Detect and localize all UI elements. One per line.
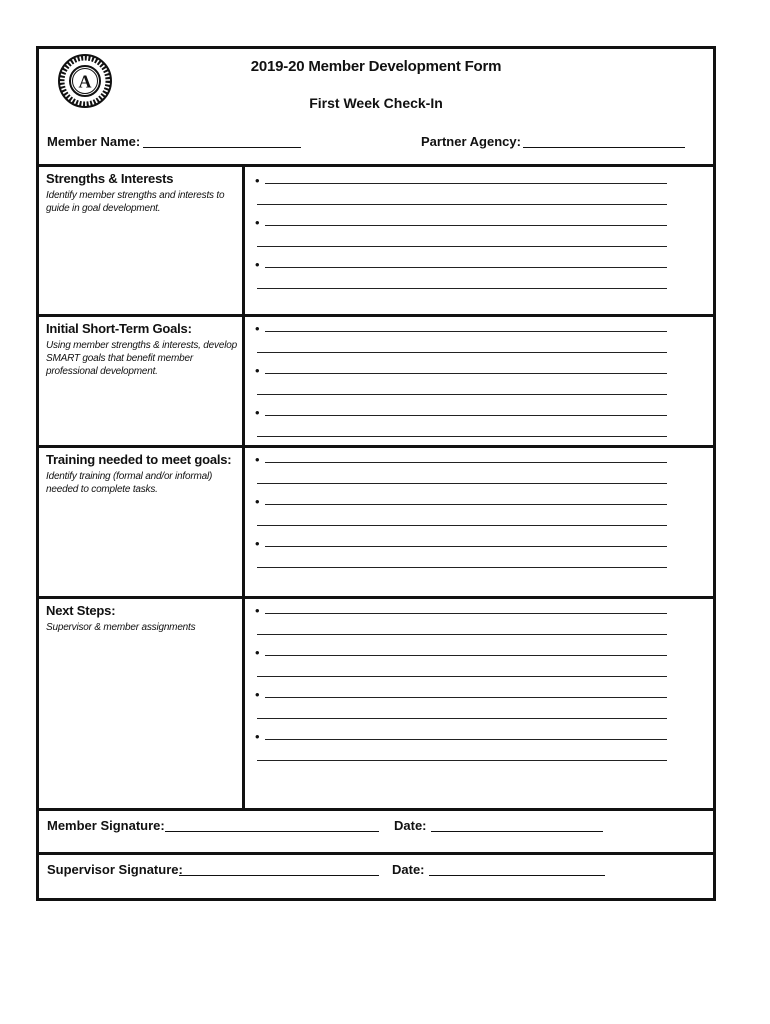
response-line[interactable] (265, 697, 667, 698)
section-response-area[interactable] (245, 448, 713, 596)
response-line[interactable] (257, 352, 667, 353)
response-line[interactable] (265, 462, 667, 463)
response-line[interactable] (265, 373, 667, 374)
section-title: Initial Short-Term Goals: (46, 321, 192, 336)
member-date-field[interactable] (431, 831, 603, 832)
response-line[interactable] (265, 331, 667, 332)
section-response-area[interactable] (245, 167, 713, 314)
section-label-cell (39, 317, 245, 445)
section-title: Strengths & Interests (46, 171, 174, 186)
section-response-area[interactable] (245, 317, 713, 445)
response-line[interactable] (257, 525, 667, 526)
form-subtitle: First Week Check-In (309, 95, 443, 111)
response-line[interactable] (265, 267, 667, 268)
bullet-marker: • (255, 215, 260, 230)
section-next-steps (39, 599, 713, 811)
supervisor-signature-label: Supervisor Signature: (47, 862, 183, 877)
bullet-marker: • (255, 645, 260, 660)
bullet-marker: • (255, 494, 260, 509)
response-line[interactable] (257, 394, 667, 395)
bullet-marker: • (255, 257, 260, 272)
section-description: Identify member strengths and interests to guide in goal development. (46, 190, 225, 214)
response-line[interactable] (257, 634, 667, 635)
response-line[interactable] (257, 204, 667, 205)
section-strengths-interests (39, 167, 713, 317)
response-line[interactable] (257, 567, 667, 568)
member-signature-label: Member Signature: (47, 818, 165, 833)
supervisor-date-field[interactable] (429, 875, 605, 876)
section-label-cell (39, 167, 245, 314)
section-label-cell (39, 448, 245, 596)
section-description: Identify training (formal and/or informal) needed to complete tasks. (46, 471, 213, 495)
response-line[interactable] (257, 676, 667, 677)
partner-agency-label: Partner Agency: (421, 134, 521, 149)
member-date-label: Date: (394, 818, 427, 833)
form-title: 2019-20 Member Development Form (250, 58, 502, 75)
supervisor-date-label: Date: (392, 862, 425, 877)
bullet-marker: • (255, 405, 260, 420)
supervisor-signature-row (39, 855, 713, 898)
section-label-cell (39, 599, 245, 808)
section-title: Next Steps: (46, 603, 116, 618)
member-name-label: Member Name: (47, 134, 141, 149)
section-short-term-goals (39, 317, 713, 448)
bullet-marker: • (255, 536, 260, 551)
response-line[interactable] (257, 483, 667, 484)
response-line[interactable] (265, 504, 667, 505)
bullet-marker: • (255, 729, 260, 744)
supervisor-signature-field[interactable] (179, 875, 379, 876)
member-name-field[interactable] (143, 147, 301, 148)
response-line[interactable] (265, 739, 667, 740)
response-line[interactable] (257, 288, 667, 289)
response-line[interactable] (265, 655, 667, 656)
bullet-marker: • (255, 603, 260, 618)
section-training-needed (39, 448, 713, 599)
section-response-area[interactable] (245, 599, 713, 808)
logo-letter: A (78, 71, 92, 92)
bullet-marker: • (255, 687, 260, 702)
bullet-marker: • (255, 452, 260, 467)
response-line[interactable] (265, 546, 667, 547)
bullet-marker: • (255, 173, 260, 188)
section-description: Supervisor & member assignments (46, 622, 196, 633)
section-title: Training needed to meet goals: (46, 452, 232, 467)
form-header (39, 49, 713, 167)
response-line[interactable] (265, 225, 667, 226)
bullet-marker: • (255, 363, 260, 378)
member-development-form (36, 46, 716, 901)
response-line[interactable] (257, 760, 667, 761)
response-line[interactable] (265, 183, 667, 184)
partner-agency-field[interactable] (523, 147, 685, 148)
section-description: Using member strengths & interests, develop SMART goals that benefit member professional development. (46, 340, 237, 377)
response-line[interactable] (257, 436, 667, 437)
member-signature-field[interactable] (165, 831, 379, 832)
response-line[interactable] (265, 415, 667, 416)
bullet-marker: • (255, 321, 260, 336)
response-line[interactable] (257, 718, 667, 719)
response-line[interactable] (257, 246, 667, 247)
member-signature-row (39, 811, 713, 855)
response-line[interactable] (265, 613, 667, 614)
